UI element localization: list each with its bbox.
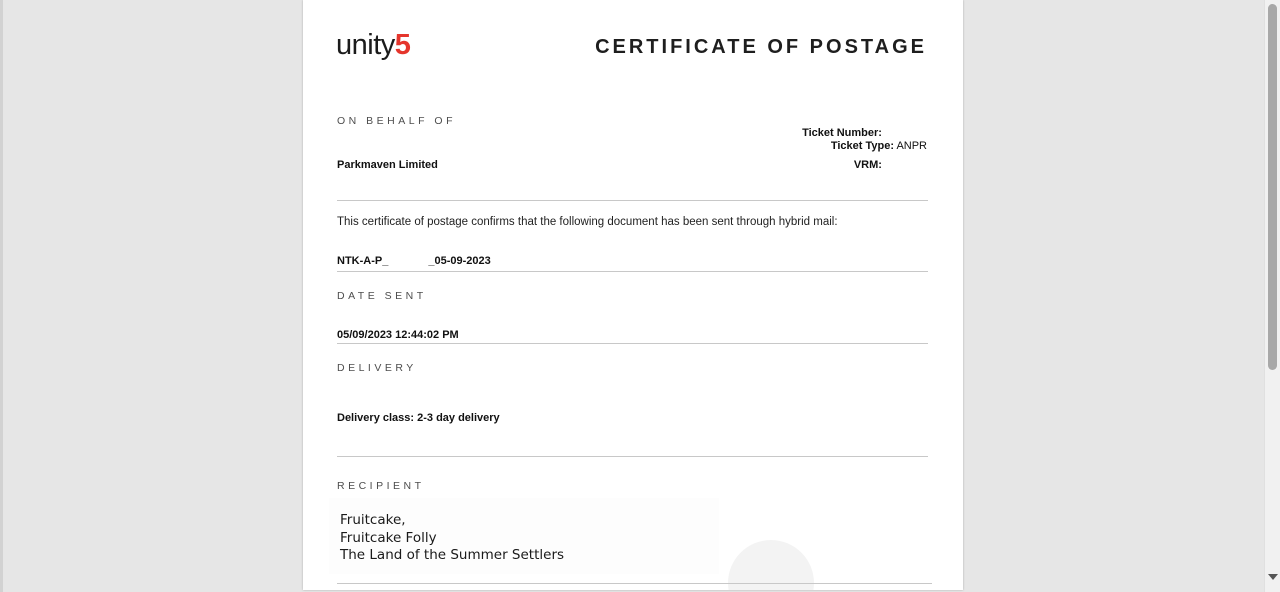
recipient-line-2: Fruitcake Folly [340, 530, 437, 546]
date-sent-value: 05/09/2023 12:44:02 PM [337, 329, 459, 341]
scrollbar-thumb[interactable] [1268, 4, 1277, 370]
divider [337, 200, 928, 201]
logo-accent: 5 [394, 29, 411, 61]
company-name: Parkmaven Limited [337, 159, 438, 171]
vrm-value [885, 160, 927, 171]
ticket-type-value: ANPR [896, 140, 927, 152]
certificate-title: CERTIFICATE OF POSTAGE [595, 36, 927, 58]
recipient-line-3: The Land of the Summer Settlers [340, 547, 565, 563]
scroll-down-arrow-icon[interactable] [1268, 574, 1278, 580]
vrm-row [802, 159, 927, 172]
unity5-logo [336, 28, 410, 62]
document-reference [337, 255, 491, 267]
document-ref-prefix: NTK-A-P_ [337, 255, 389, 267]
delivery-class: Delivery class: 2-3 day delivery [337, 412, 500, 424]
ticket-number-label: Ticket Number: [802, 127, 882, 139]
logo-text: unity [336, 29, 395, 61]
ticket-number-row [802, 127, 927, 140]
certificate-page [303, 0, 963, 590]
recipient-label: RECIPIENT [337, 480, 425, 492]
divider [337, 456, 928, 457]
ticket-number-value [885, 128, 927, 139]
document-ref-suffix: _05-09-2023 [428, 255, 491, 267]
on-behalf-of-label: ON BEHALF OF [337, 115, 457, 127]
divider [337, 271, 928, 272]
vrm-label: VRM: [853, 159, 882, 171]
ticket-info [802, 127, 927, 172]
date-sent-label: DATE SENT [337, 290, 427, 302]
confirmation-text: This certificate of postage confirms that the following document has been sent through hybrid mail: [337, 216, 838, 228]
divider [337, 343, 928, 344]
viewer-left-edge [0, 0, 3, 592]
recipient-line-1: Fruitcake, [340, 512, 406, 528]
divider [337, 583, 932, 584]
ticket-type-label: Ticket Type: [830, 140, 894, 152]
ticket-type-row [802, 140, 927, 153]
delivery-label: DELIVERY [337, 362, 417, 374]
vertical-scrollbar[interactable] [1264, 0, 1280, 592]
